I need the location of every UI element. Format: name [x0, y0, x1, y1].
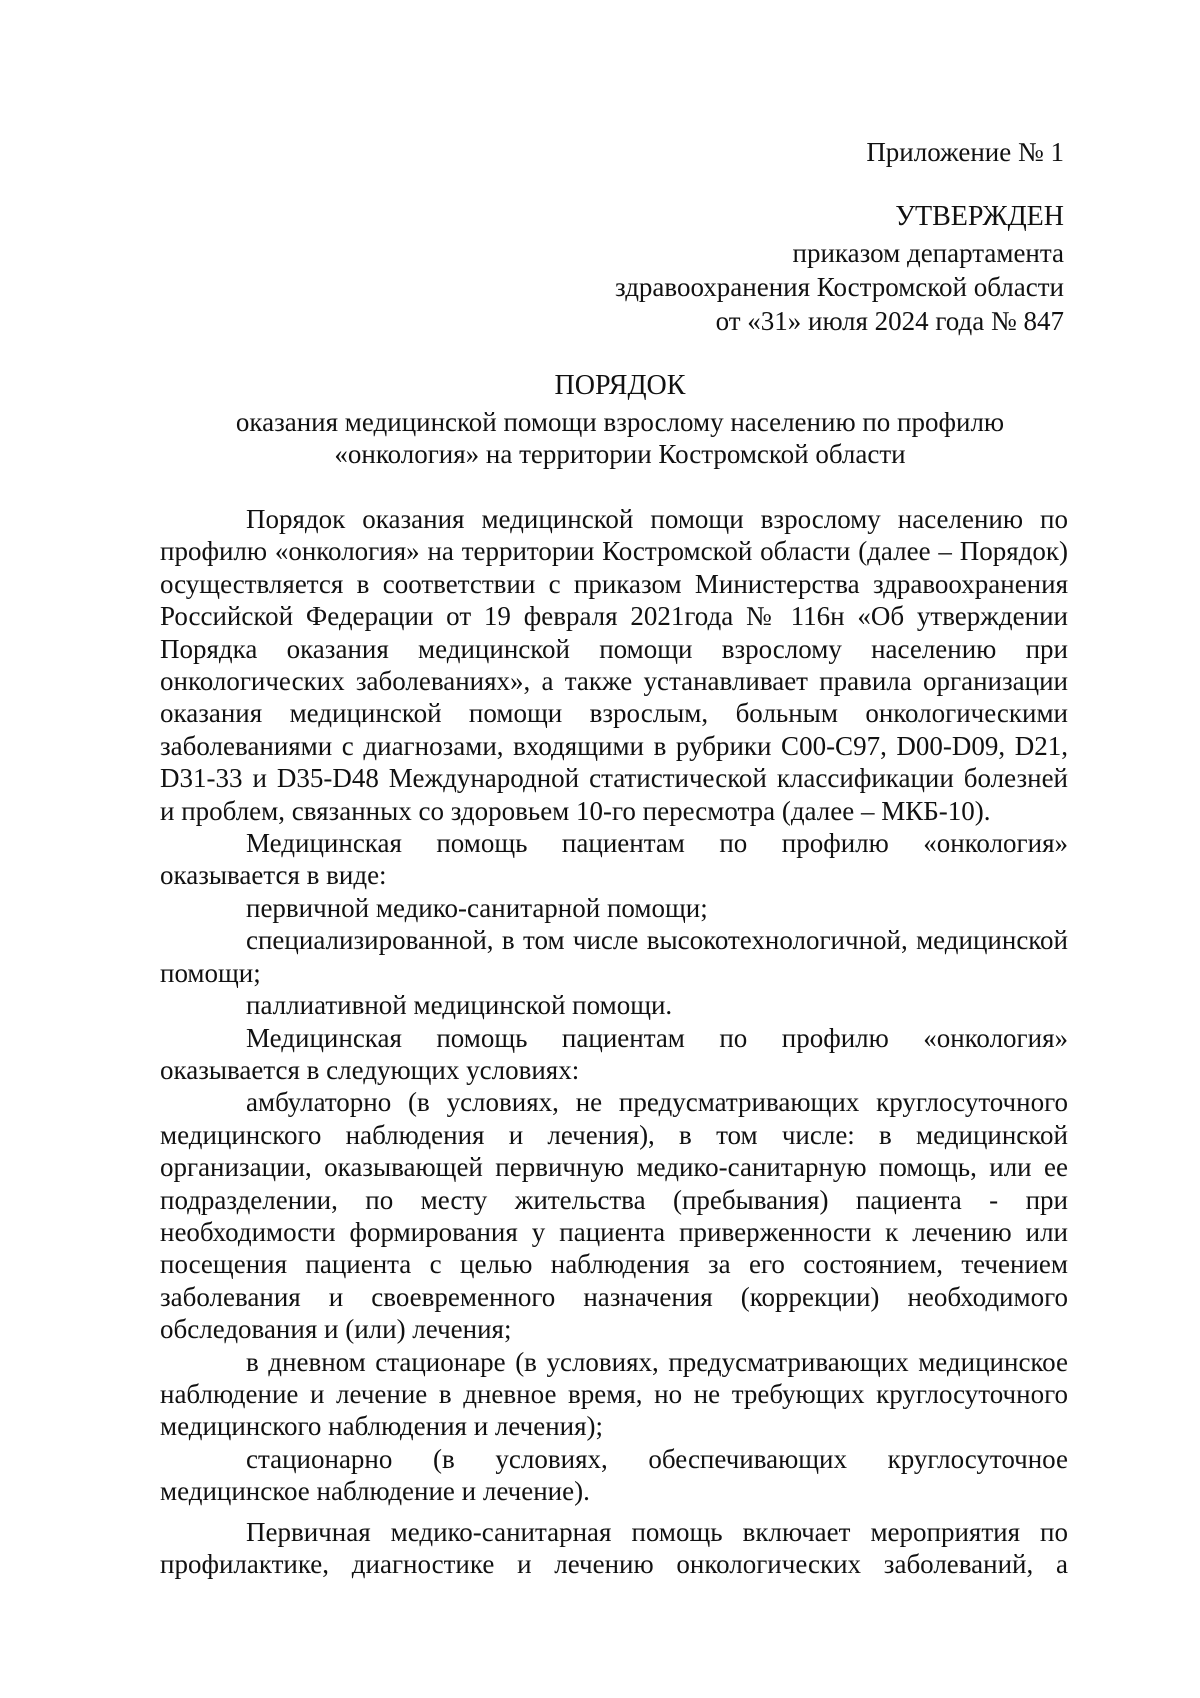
document-subtitle-line: оказания медицинской помощи взрослому населению по профилю	[235, 407, 1005, 437]
body-paragraph: Медицинская помощь пациентам по профилю «онкология» оказывается в следующих условиях:	[160, 1022, 1068, 1085]
body-list-item: амбулаторно (в условиях, не предусматривающих круглосуточного медицинского наблюдения и лечения), в том числе: в медицинской организации, оказывающей первичную медико-санитарную помощь, или ее подразделении, по месту жительства (пребывания) пациента - при необходимости формирования у пациента приверженности к лечению или посещения пациента с целью наблюдения за его состоянием, течением заболевания и своевременного назначения (коррекции) необходимого обследования и (или) лечения;	[160, 1087, 1068, 1345]
document-title-block	[160, 370, 1080, 470]
body-list-item: специализированной, в том числе высокотехнологичной, медицинской помощи;	[160, 925, 1068, 988]
body-paragraph: Порядок оказания медицинской помощи взрослому населению по профилю «онкология» на территории Костромской области (далее – Порядок) осуществляется в соответствии с приказом Министерства здравоохранения Российской Федерации от 19 февраля 2021года № 116н «Об утверждении Порядка оказания медицинской помощи взрослому населению при онкологических заболеваниях», а также устанавливает правила организации оказания медицинской помощи взрослым, больным онкологическими заболеваниями с диагнозами, входящими в рубрики C00-C97, D00-D09, D21, D31-33 и D35-D48 Международной статистической классификации болезней и проблем, связанных со здоровьем 10-го пересмотра (далее – МКБ-10).	[160, 504, 1068, 826]
appendix-number: Приложение № 1	[866, 137, 1064, 167]
approval-line: здравоохранения Костромской области	[615, 272, 1064, 302]
body-list-item: в дневном стационаре (в условиях, предусматривающих медицинское наблюдение и лечение в дневное время, но не требующих круглосуточного медицинского наблюдения и лечения);	[160, 1346, 1068, 1442]
document-body	[160, 503, 1068, 1580]
body-paragraph: Медицинская помощь пациентам по профилю «онкология» оказывается в виде:	[160, 828, 1068, 891]
approval-date-line: от «31» июля 2024 года № 847	[715, 306, 1064, 336]
body-paragraph: Первичная медико-санитарная помощь включает мероприятия по профилактике, диагностике и лечению онкологических заболеваний, а	[160, 1516, 1068, 1579]
approval-line: приказом департамента	[792, 238, 1064, 268]
body-list-item: паллиативной медицинской помощи.	[246, 990, 673, 1021]
appendix-label	[866, 135, 1064, 169]
document-subtitle-line: «онкология» на территории Костромской области	[334, 439, 906, 469]
body-list-item: первичной медико-санитарной помощи;	[246, 892, 708, 923]
approval-block	[615, 200, 1064, 338]
body-list-item: стационарно (в условиях, обеспечивающих круглосуточное медицинское наблюдение и лечение).	[160, 1443, 1068, 1507]
approved-title: УТВЕРЖДЕН	[895, 201, 1064, 232]
document-title: ПОРЯДОК	[554, 370, 686, 401]
